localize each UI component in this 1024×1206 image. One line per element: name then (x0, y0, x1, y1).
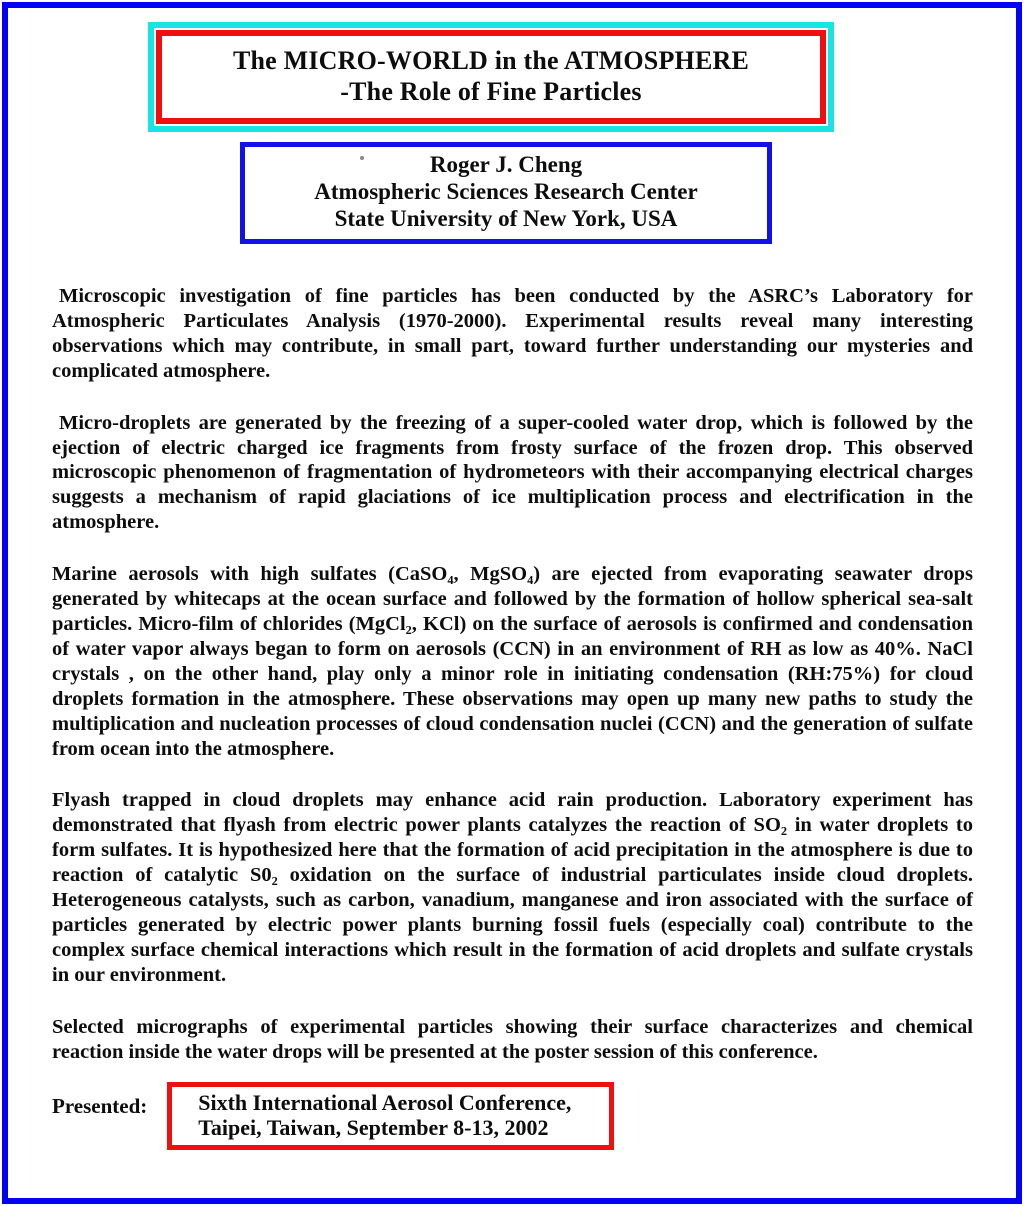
author-name: Roger J. Cheng (429, 152, 583, 177)
paragraph-marine-aerosols: Marine aerosols with high sulfates (CaSO₄, MgSO₄) are ejected from evaporating seawater drops generated by whitecaps at the ocean surface and followed by the formation of hollow spherical sea-salt particles. Micro-film of chlorides (MgCl₂, KCl) on the surface of aerosols is confirmed and condensation of water vapor always began to form on aerosols (CCN) in an environment of RH as low as 40%. NaCl crystals , on the other hand, play only a minor role in initiating condensation (RH:75%) for cloud droplets formation in the atmosphere. These observations may open up many new paths to study the multiplication and nucleation processes of cloud condensation nuclei (CCN) and the generation of sulfate from ocean into the atmosphere. (52, 563, 973, 760)
document-title-line2: -The Role of Fine Particles (340, 77, 642, 106)
document-page (2, 2, 1022, 1204)
conference-name: Sixth International Aerosol Conference, (198, 1090, 572, 1116)
author-affiliation: Atmospheric Sciences Research Center (314, 179, 698, 204)
document-title-line1: The MICRO-WORLD in the ATMOSPHERE (232, 46, 750, 75)
author-location: State University of New York, USA (334, 206, 678, 231)
title-box (148, 22, 834, 132)
paragraph-microscopic-investigation: Microscopic investigation of fine particles has been conducted by the ASRC’s Laboratory for Atmospheric Particulates Analysis (1970-2000). Experimental results reveal many interesting observations which may contribute, in small part, toward further understanding our mysteries and complicated atmosphere. (52, 285, 973, 382)
abstract-body (52, 284, 973, 1064)
author-box (240, 142, 772, 244)
presented-row (52, 1082, 973, 1150)
title-box-inner (156, 30, 826, 124)
presented-label: Presented: (52, 1094, 148, 1119)
stray-dot (360, 156, 364, 160)
paragraph-selected-micrographs: Selected micrographs of experimental particles showing their surface characterizes and chemical reaction inside the water drops will be presented at the poster session of this conference. (52, 1015, 973, 1063)
conference-location-date: Taipei, Taiwan, September 8-13, 2002 (198, 1115, 549, 1141)
conference-box (167, 1082, 614, 1150)
paragraph-flyash: Flyash trapped in cloud droplets may enhance acid rain production. Laboratory experiment has demonstrated that flyash from electric power plants catalyzes the reaction of SO₂ in water droplets to form sulfates. It is hypothesized here that the formation of acid precipitation in the atmosphere is due to reaction of catalytic S0₂ oxidation on the surface of industrial particulates inside cloud droplets. Heterogeneous catalysts, such as carbon, vanadium, manganese and iron associated with the surface of particles generated by electric power plants burning fossil fuels (especially coal) contribute to the complex surface chemical interactions which result in the formation of acid droplets and sulfate crystals in our environment. (52, 789, 973, 986)
paragraph-micro-droplets: Micro-droplets are generated by the freezing of a super-cooled water drop, which is followed by the ejection of electric charged ice fragments from frosty surface of the frozen drop. This observed microscopic phenomenon of fragmentation of hydrometeors with their accompanying electrical charges suggests a mechanism of rapid glaciations of ice multiplication process and electrification in the atmosphere. (52, 411, 973, 534)
